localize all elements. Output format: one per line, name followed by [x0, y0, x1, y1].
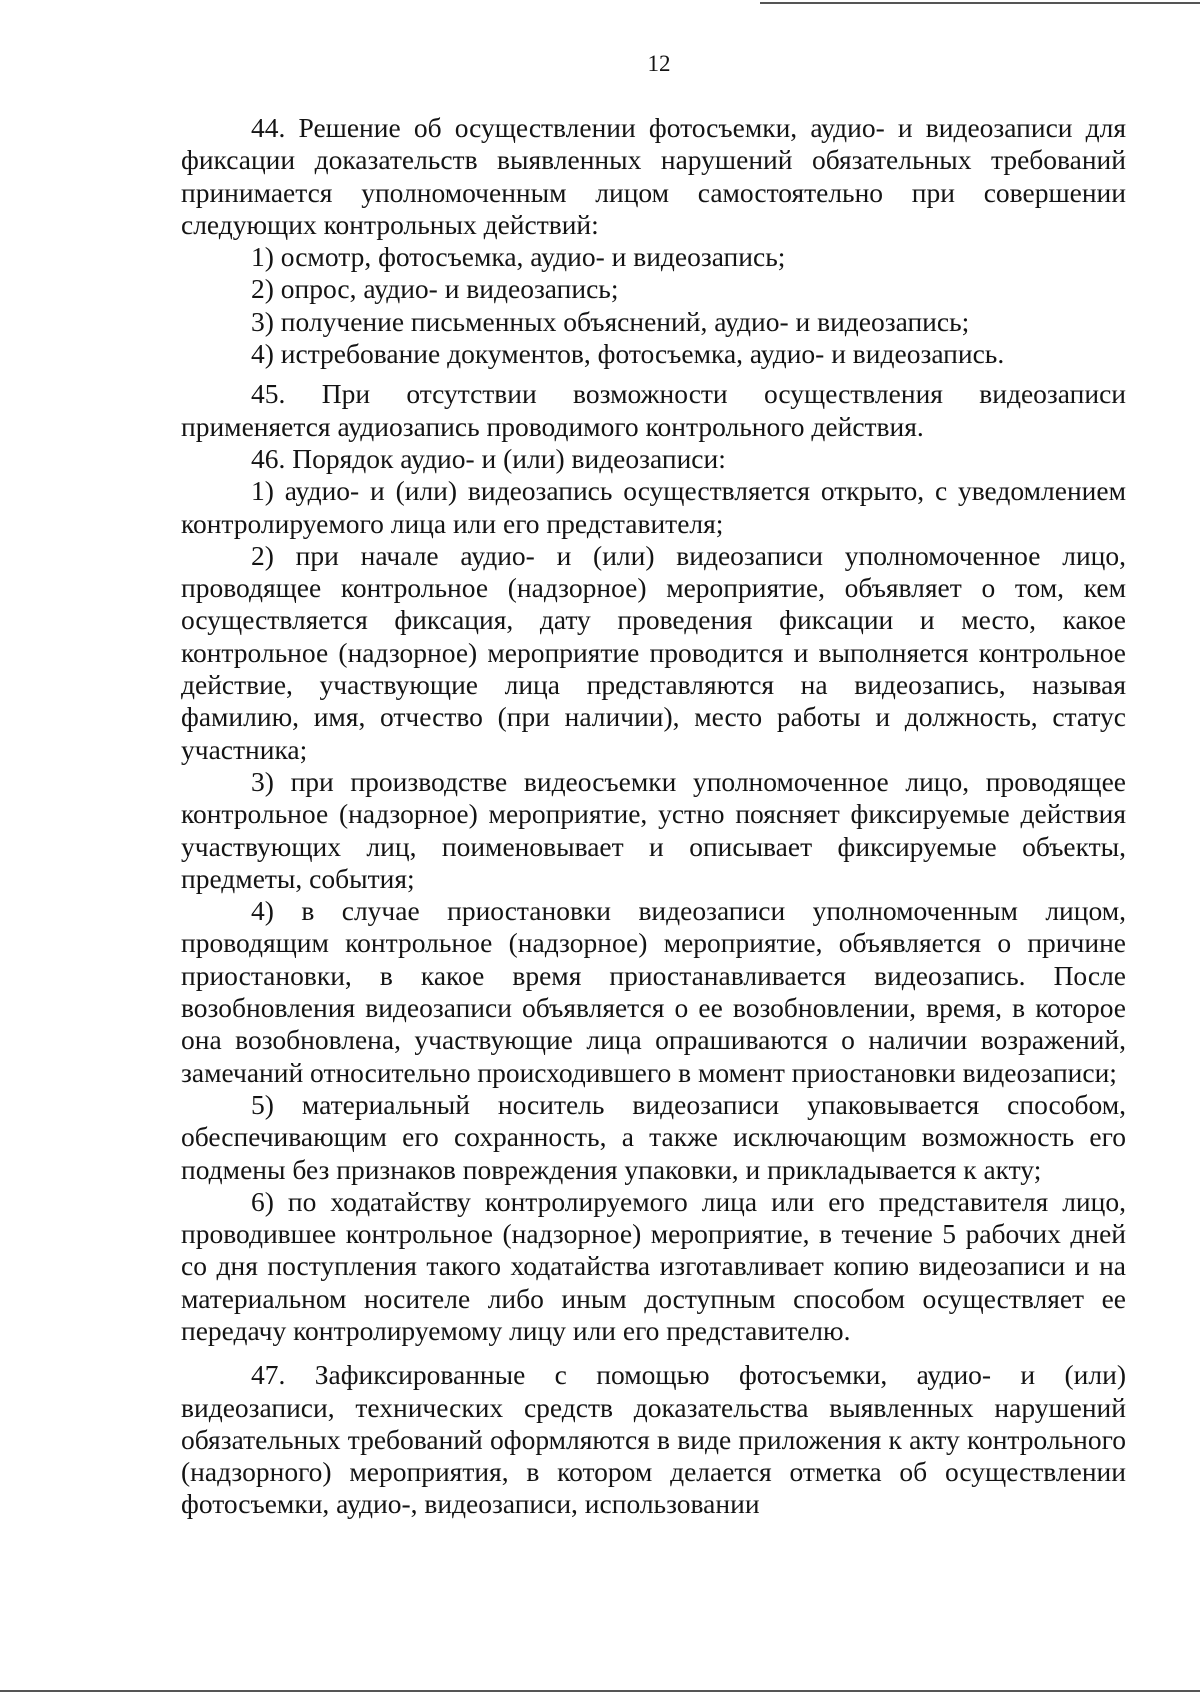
- paragraph-44-intro: 44. Решение об осуществлении фотосъемки, аудио- и видеозаписи для фиксации доказательств выявленных нарушений обязательных требований принимается уполномоченным лицом самостоятельно при совершении следующих контрольных действий:: [181, 112, 1126, 240]
- document-body: [181, 112, 1126, 1521]
- scan-edge-bottom: [0, 1690, 1200, 1692]
- paragraph-45: 45. При отсутствии возможности осуществления видеозаписи применяется аудиозапись проводимого контрольного действия.: [181, 378, 1126, 442]
- list-item-46-3: 3) при производстве видеосъемки уполномоченное лицо, проводящее контрольное (надзорное) мероприятие, устно поясняет фиксируемые действия участвующих лиц, поименовывает и описывает фиксируемые объекты, предметы, события;: [181, 765, 1126, 894]
- list-item-44-2: 2) опрос, аудио- и видеозапись;: [251, 273, 619, 305]
- list-item-46-4: 4) в случае приостановки видеозаписи уполномоченным лицом, проводящим контрольное (надзорное) мероприятие, объявляется о причине приостановки, в какое время приостанавливается видеозапись. После возобновления видеозаписи объявляется о ее возобновлении, время, в которое она возобновлена, участвующие лица опрашиваются о наличии возражений, замечаний относительно происходившего в момент приостановки видеозаписи;: [181, 895, 1126, 1088]
- scan-edge-top: [760, 2, 1200, 4]
- list-item-46-5: 5) материальный носитель видеозаписи упаковывается способом, обеспечивающим его сохранность, а также исключающим возможность его подмены без признаков повреждения упаковки, и прикладывается к акту;: [181, 1088, 1126, 1185]
- list-item-46-2: 2) при начале аудио- и (или) видеозаписи уполномоченное лицо, проводящее контрольное (надзорное) мероприятие, объявляет о том, кем осуществляется фиксация, дату проведения фиксации и место, какое контрольное (надзорное) мероприятие проводится и выполняется контрольное действие, участвующие лица представляются на видеозапись, называя фамилию, имя, отчество (при наличии), место работы и должность, статус участника;: [181, 539, 1126, 765]
- list-item-46-1: 1) аудио- и (или) видеозапись осуществляется открыто, с уведомлением контролируемого лица или его представителя;: [181, 475, 1126, 539]
- paragraph-46-intro: 46. Порядок аудио- и (или) видеозаписи:: [251, 442, 726, 474]
- page-number: 12: [647, 51, 671, 76]
- list-item-44-3: 3) получение письменных объяснений, аудио- и видеозапись;: [251, 305, 970, 337]
- list-item-46-6: 6) по ходатайству контролируемого лица или его представителя лицо, проводившее контрольное (надзорное) мероприятие, в течение 5 рабочих дней со дня поступления такого ходатайства изготавливает копию видеозаписи и на материальном носителе либо иным доступным способом осуществляет ее передачу контролируемому лицу или его представителю.: [181, 1185, 1126, 1346]
- list-item-44-4: 4) истребование документов, фотосъемка, аудио- и видеозапись.: [251, 338, 1005, 370]
- list-item-44-1: 1) осмотр, фотосъемка, аудио- и видеозапись;: [251, 241, 786, 273]
- paragraph-47: 47. Зафиксированные с помощью фотосъемки, аудио- и (или) видеозаписи, технических средств доказательства выявленных нарушений обязательных требований оформляются в виде приложения к акту контрольного (надзорного) мероприятия, в котором делается отметка об осуществлении фотосъемки, аудио-, видеозаписи, использовании: [181, 1359, 1126, 1520]
